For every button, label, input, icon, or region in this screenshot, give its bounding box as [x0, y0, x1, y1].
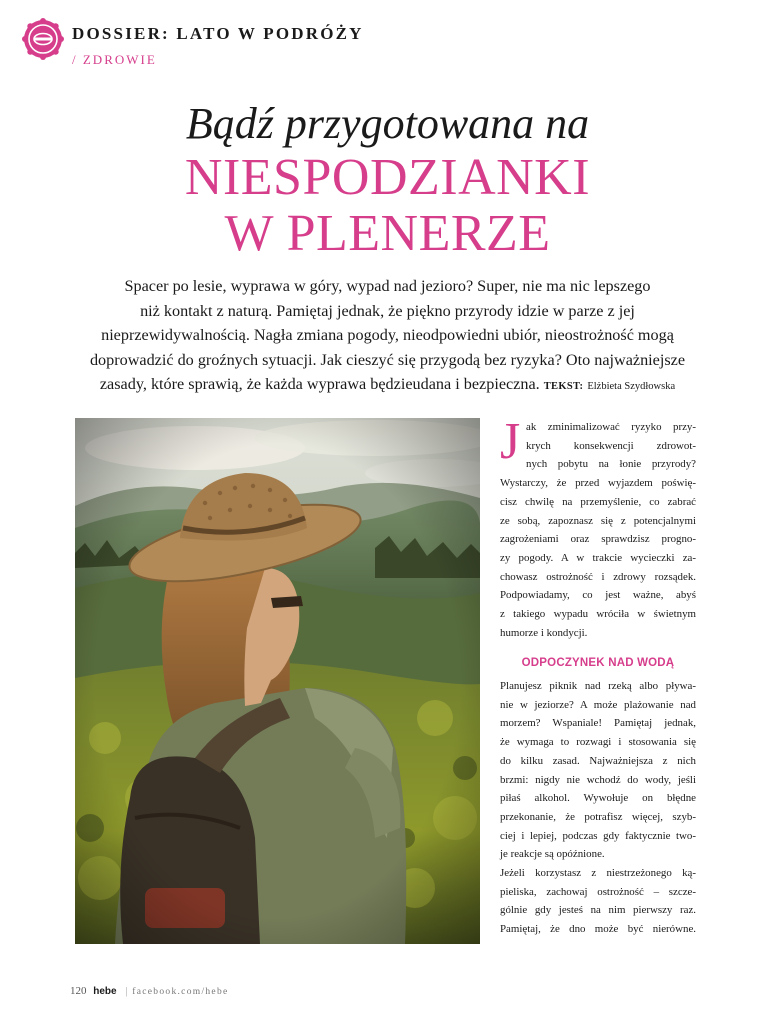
article-column [500, 413, 696, 642]
article-line: chowasz ostrożność i zdrowy rozsądek. [500, 570, 696, 583]
section-line: pieliska, zachowaj ostrożność – szcze- [500, 885, 696, 898]
facebook-link[interactable]: facebook.com/hebe [132, 987, 229, 997]
photo-woman-hiker [75, 418, 480, 944]
rosette-badge-icon [22, 18, 64, 60]
section-line: Pamiętaj, że dno może być nierówne. [500, 923, 696, 936]
section-line: piłaś alkohol. Wywołuje on błędne [500, 792, 696, 805]
section-line: brzmi: nigdy nie wchodź do wody, jeśli [500, 773, 696, 786]
page-number: 120 [70, 985, 87, 997]
article-line: ak zminimalizować ryzyko przy- [526, 421, 696, 433]
article-line: cisz chwilę na przemyślenie, co zabrać [500, 495, 696, 508]
section-line: nie w jeziorze? A może plażowanie nad [500, 698, 696, 711]
section-line: gólnie gdy jesteś na nim pierwszy raz. [500, 904, 696, 917]
page-footer [70, 985, 229, 997]
article-line: nych pobytu na łonie przyrody? [526, 458, 696, 471]
lead-paragraph [60, 274, 715, 400]
section-line: morzem? Wspaniale! Pamiętaj jednak, [500, 717, 696, 730]
section-line: przekonanie, że potrafisz więcej, szyb- [500, 810, 696, 823]
lead-line: nieprzewidywalnością. Nagła zmiana pogody, nieodpowiedni ubiór, nieostrożność mogą [101, 326, 674, 344]
section-line: ciej i lepiej, podczas gdy faktycznie two- [500, 829, 696, 842]
article-line: zy pogody. A w trakcie wycieczki za- [500, 551, 696, 564]
drop-cap: J [500, 413, 521, 470]
section-line: że wymaga to rozwagi i stosowania się [500, 736, 696, 749]
title-line-3: W PLENERZE [224, 205, 551, 262]
lead-line: niż kontakt z naturą. Pamiętaj jednak, że piękno przyrody idzie w parze z jej [140, 301, 635, 320]
section-line: Jeżeli korzystasz z niestrzeżonego ką- [500, 867, 696, 880]
article-line: Podpowiadamy, co jest ważne, abyś [500, 589, 696, 602]
footer-separator: | [125, 985, 128, 997]
brand-logo: hebe [93, 986, 117, 997]
section-line: do kilku zasad. Najważniejsza z nich [500, 754, 696, 767]
lead-line: Spacer po lesie, wyprawa w góry, wypad nad jezioro? Super, nie ma nic lepszego [124, 277, 651, 295]
lead-line-text: zasady, które sprawią, że każda wyprawa będzieudana i bezpieczna. [99, 375, 540, 393]
subhead-water: ODPOCZYNEK NAD WODĄ [521, 657, 675, 669]
title-line-1: Bądź przygotowana na [185, 99, 590, 148]
article-line: zagrożeniami oraz sprawdzisz progno- [500, 533, 696, 546]
lead-line-last [60, 372, 715, 400]
article-section-column [500, 677, 696, 939]
credit-label: TEKST: [543, 381, 584, 392]
article-line: krych konsekwencji zdrowot- [526, 439, 696, 452]
section-line: je reakcje są opóźnione. [500, 848, 605, 861]
article-line: Wystarczy, że przed wyjazdem poświę- [500, 477, 696, 490]
article-line: ze sobą, zapoznasz się z potencjalnymi [500, 514, 696, 527]
article-line: z takiego wypadu wróciła w świetnym [500, 608, 696, 621]
lead-line: doprowadzić do groźnych sytuacji. Jak cieszyć się przygodą bez ryzyka? Oto najważniejsze [89, 350, 686, 369]
article-line: humorze i kondycji. [500, 626, 588, 639]
section-line: Planujesz piknik nad rzeką albo pływa- [500, 680, 696, 692]
title-line-2: NIESPODZIANKI [184, 149, 591, 206]
dossier-label: DOSSIER: LATO W PODRÓŻY [72, 24, 364, 43]
section-label: / ZDROWIE [72, 52, 157, 67]
credit-name: Elżbieta Szydłowska [587, 381, 676, 392]
